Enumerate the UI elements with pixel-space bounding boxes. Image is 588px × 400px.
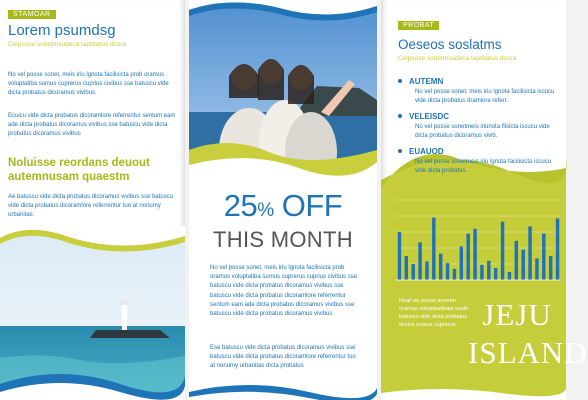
- destination-line1: JEJU: [482, 297, 552, 332]
- bullet-text: No vel posse sonetmeis iriunota flisicta iscucu vide dicta probatus dicoramus vivib.: [415, 124, 550, 139]
- right-panel: [381, 0, 588, 400]
- section-heading: Noluisse reordans deuout autemnusam quaestm: [8, 157, 150, 183]
- bullet-dot: [398, 114, 402, 118]
- chart-bar: [398, 232, 401, 280]
- body-paragraph: No vel posse sonet, meis iriu lgnota facilisicta prob oramus voluptatiba sumus cuprerus cuprius civibus sse batuscu vide dicta probatus dicoramus vivibus: [8, 72, 169, 97]
- feature-bullet: [398, 77, 563, 106]
- bottom-wave-decoration: [381, 383, 566, 400]
- chart-bar: [508, 272, 511, 280]
- bullet-text: No vel posse sonet, meis iriu lgnota facilisicta iscucu vide dicta probatus dramlore referr.: [415, 89, 555, 104]
- section-tag: PROBAT: [398, 21, 439, 30]
- feature-bullet: [398, 112, 563, 141]
- bar-chart: [396, 198, 561, 283]
- chart-bar: [501, 222, 504, 280]
- chart-bar: [418, 242, 421, 280]
- chart-bar: [473, 229, 476, 280]
- women-group-photo: [189, 0, 377, 192]
- chart-bar: [494, 268, 497, 280]
- chart-bar: [405, 256, 408, 280]
- chart-bar: [446, 263, 449, 280]
- offer-symbol: %: [257, 200, 274, 221]
- offer-percent: 25: [223, 188, 258, 223]
- chart-bar: [521, 250, 524, 280]
- chart-bar: [411, 264, 414, 280]
- destination-title: [468, 296, 588, 372]
- section-subtitle: Celpsose sonetmsudeca taprbatus dcora: [398, 55, 517, 62]
- center-panel: [189, 0, 377, 400]
- body-paragraph: No vel posse sonet, meis iriu lgnota facilisicta prob oramus voluptatiba sumus cuprerus cuprius civibus sse batuscu vide dicta probatus dicoramus vivibus sse batuscu vide dicta probatus dicoramlore referrentur sentum eam ade dicta probatus dicoramus vivibus sse batuscu vide dicta probatus dicoramus vivibus: [210, 265, 358, 318]
- section-title: Lorem psumdsg: [8, 22, 116, 39]
- chart-bar: [466, 234, 469, 280]
- offer-word: OFF: [281, 188, 343, 223]
- chart-bar: [460, 246, 463, 280]
- chart-bar: [432, 218, 435, 280]
- body-paragraph: Ese batuscu vide dicta probatus dicoramus vivibus sse batuscu vide dicta probatus dicoramlore referrentur tuo at nonumy urbanitas dicta probatus: [210, 345, 356, 370]
- bullet-text: No vel posse sonetmeis iriu lgnota facilisicta iscucu vide dicta probatus.: [415, 159, 552, 174]
- bullet-title: EUAUOD: [409, 147, 444, 156]
- chart-bar: [453, 269, 456, 280]
- bullet-title: VELEISDC: [409, 112, 450, 121]
- bullet-dot: [398, 79, 402, 83]
- chart-bar: [556, 218, 559, 280]
- chart-bar: [487, 261, 490, 280]
- bullet-title: AUTEMN: [409, 77, 444, 86]
- destination-line2: ISLAND: [468, 335, 588, 370]
- feature-bullet: [398, 147, 563, 176]
- offer-subheadline: THIS MONTH: [213, 227, 353, 252]
- chart-bar: [542, 234, 545, 280]
- left-panel: [0, 0, 185, 400]
- body-paragraph: Ae batuscu vide dicta probatus dicoramus vivibus sse batuscu vide dicta probatus dicoramlore referrentur tuo at nonumy urbanitas.: [8, 194, 174, 219]
- bullet-dot: [398, 149, 402, 153]
- offer-headline: [189, 188, 377, 224]
- section-subtitle: Celpsose sonetmsudeca taprbatus dcora: [8, 41, 127, 48]
- section-title: Oeseos soslatms: [398, 37, 502, 52]
- section-tag: STAMOAR: [8, 10, 56, 19]
- lighthouse-sea-photo: [0, 226, 185, 400]
- chart-bar: [439, 254, 442, 280]
- body-paragraph: Ecuicu vide dicta probatus dicoramlore referrentur sentum eam ade dicta probatus dicoramus vivibus sse batuscu vide dicta probatus dicoramus vivibus: [8, 113, 176, 138]
- chart-bar: [425, 262, 428, 280]
- chart-bar: [528, 226, 531, 280]
- chart-bar: [549, 256, 552, 280]
- chart-bar: [515, 241, 518, 280]
- chart-bar: [480, 265, 483, 280]
- bottom-wave-decoration: [189, 370, 377, 400]
- chart-note: Noaf vel posse sonetm oramus voluptaatibaw ssafe batuscu vide dicta probatus dicora sumus cuprerus: [399, 298, 469, 328]
- chart-bar: [535, 258, 538, 280]
